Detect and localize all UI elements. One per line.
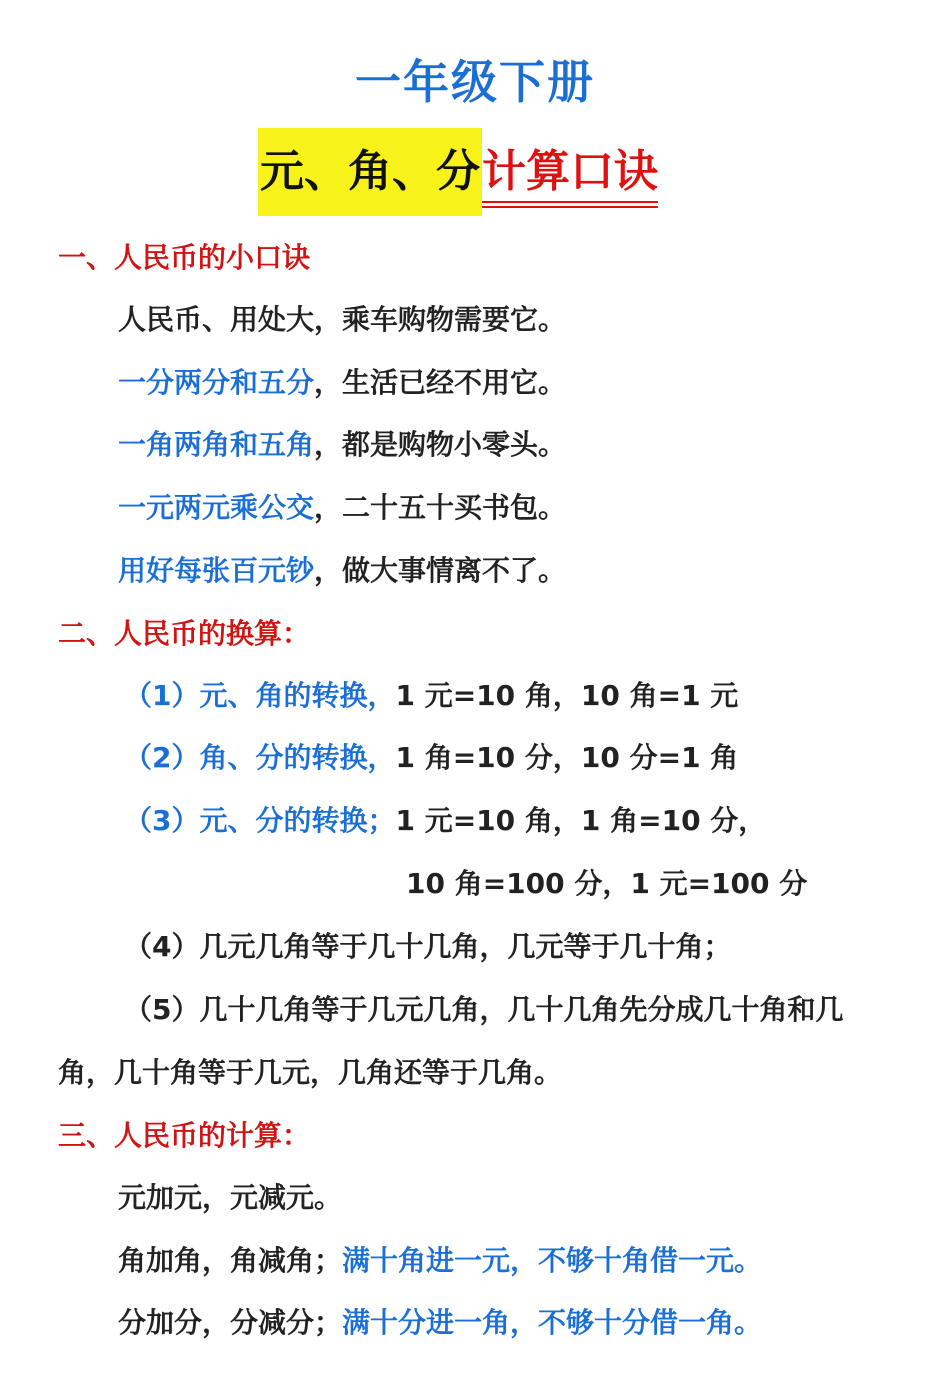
line-blue: 一元两元乘公交: [118, 491, 315, 524]
line-dark: 角加角，角减角；: [118, 1244, 343, 1277]
item-label: （3）元、分的转换；: [124, 804, 396, 837]
item-formula: 1 元=10 角，1 角=10 分，: [395, 804, 767, 837]
subtitle-highlight: 元、角、分: [258, 128, 482, 216]
section1-line-2: [118, 363, 566, 403]
line-dark: ，都是购物小零头。: [314, 428, 567, 461]
line-blue: 一分两分和五分: [118, 366, 315, 399]
section2-item-1: [124, 676, 738, 716]
line-blue: 满十分进一角，不够十分借一角。: [342, 1306, 763, 1339]
line-dark: ，做大事情离不了。: [314, 554, 567, 587]
line-blue: 用好每张百元钞: [118, 554, 315, 587]
line-dark: 人民币、用处大，乘车购物需要它。: [118, 303, 567, 336]
section1-line-1: [118, 300, 566, 340]
section3-heading: 三、人民币的计算：: [58, 1119, 311, 1152]
section1-line-4: [118, 488, 566, 528]
subtitle: [258, 128, 658, 216]
section2-item-3-cont: 10 角=100 分，1 元=100 分: [406, 867, 808, 900]
line-dark: 元加元，元减元。: [118, 1181, 343, 1214]
item-formula: 1 角=10 分，10 分=1 角: [395, 741, 739, 774]
section3-line-1: [118, 1178, 342, 1218]
line-dark: ，二十五十买书包。: [314, 491, 567, 524]
section2-item-3: [124, 801, 766, 841]
section2-item-5: （5）几十几角等于几元几角，几十几角先分成几十角和几: [124, 993, 844, 1026]
line-dark: ，生活已经不用它。: [314, 366, 567, 399]
line-dark: 分加分，分减分；: [118, 1306, 343, 1339]
subtitle-red: 计算口诀: [482, 128, 658, 216]
line-blue: 一角两角和五角: [118, 428, 315, 461]
section2-heading: 二、人民币的换算：: [58, 617, 311, 650]
item-formula: 1 元=10 角，10 角=1 元: [395, 679, 739, 712]
item-label: （1）元、角的转换，: [124, 679, 396, 712]
item-label: （2）角、分的转换，: [124, 741, 396, 774]
section2-item-2: [124, 738, 738, 778]
line-blue: 满十角进一元，不够十角借一元。: [342, 1244, 763, 1277]
section2-item-4: （4）几元几角等于几十几角，几元等于几十角；: [124, 930, 732, 963]
section1-heading: 一、人民币的小口诀: [58, 241, 311, 274]
section3-line-2: [118, 1241, 762, 1281]
section1-line-5: [118, 551, 566, 591]
section2-item-5-cont: 角，几十角等于几元，几角还等于几角。: [58, 1056, 563, 1089]
section1-line-3: [118, 425, 566, 465]
section3-line-3: [118, 1303, 762, 1343]
page-title: 一年级下册: [355, 55, 595, 109]
